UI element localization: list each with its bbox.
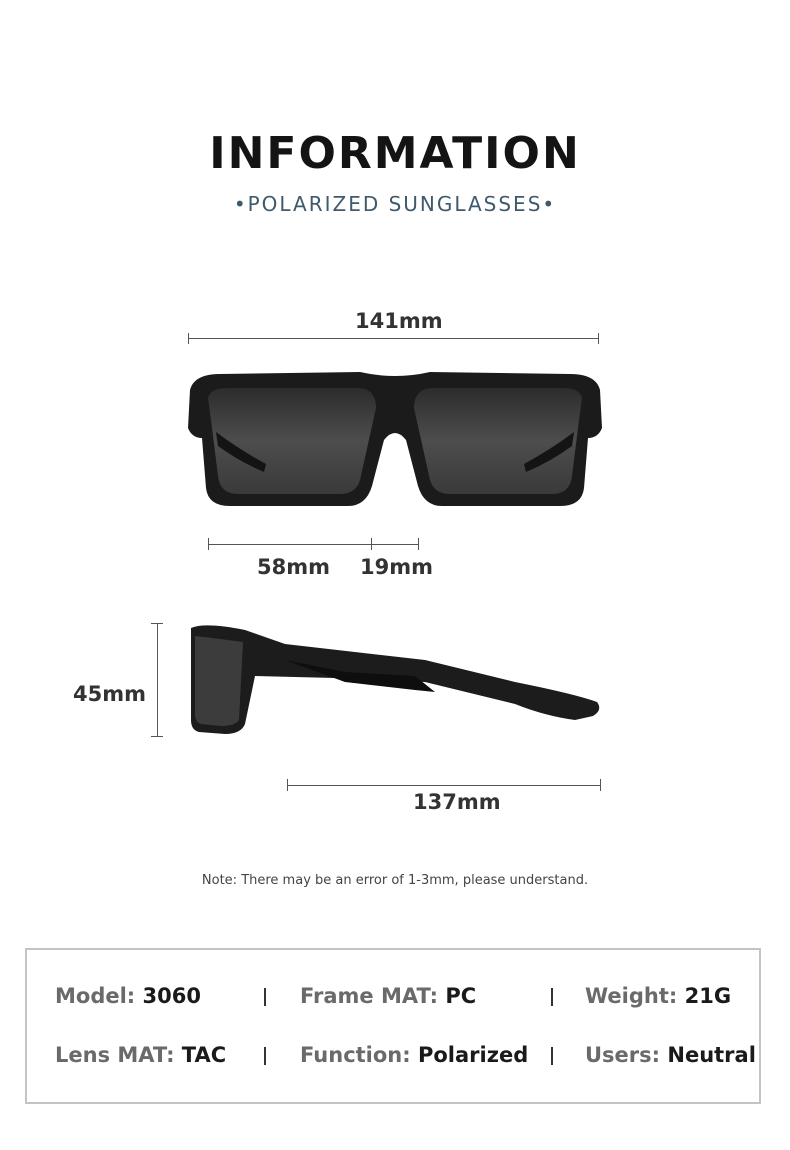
spec-separator <box>551 1047 553 1065</box>
page-subtitle: •POLARIZED SUNGLASSES• <box>233 192 557 216</box>
spec-separator <box>551 988 553 1006</box>
bridge-width-label: 19mm <box>360 555 433 579</box>
temple-length-tick-right <box>600 779 601 791</box>
lens-bridge-line <box>208 544 419 545</box>
spec-frame-label: Frame MAT: <box>300 984 439 1008</box>
temple-length-label: 137mm <box>413 790 501 814</box>
lens-bridge-tick-mid <box>371 538 372 550</box>
spec-lens-value: TAC <box>181 1043 227 1067</box>
spec-frame-mat <box>300 984 476 1008</box>
spec-users-label: Users: <box>585 1043 661 1067</box>
spec-weight <box>585 984 731 1008</box>
spec-lens-mat <box>55 1043 226 1067</box>
spec-function-label: Function: <box>300 1043 411 1067</box>
spec-model-label: Model: <box>55 984 136 1008</box>
spec-frame-value: PC <box>445 984 477 1008</box>
sunglasses-front-image <box>180 368 610 513</box>
lens-height-tick-top <box>151 623 163 624</box>
temple-length-tick-left <box>287 779 288 791</box>
lens-height-line <box>157 623 158 736</box>
total-width-line <box>188 338 599 339</box>
lens-height-label: 45mm <box>73 682 146 706</box>
sunglasses-side-image <box>185 620 605 740</box>
lens-width-label: 58mm <box>257 555 330 579</box>
spec-users-value: Neutral <box>667 1043 756 1067</box>
total-width-label: 141mm <box>355 309 443 333</box>
spec-model-value: 3060 <box>142 984 201 1008</box>
total-width-tick-left <box>188 333 189 344</box>
spec-users <box>585 1043 756 1067</box>
lens-height-tick-bottom <box>151 736 163 737</box>
spec-weight-label: Weight: <box>585 984 678 1008</box>
bridge-width-tick-right <box>418 538 419 550</box>
spec-weight-value: 21G <box>684 984 732 1008</box>
lens-width-tick-left <box>208 538 209 550</box>
spec-function <box>300 1043 528 1067</box>
spec-function-value: Polarized <box>417 1043 529 1067</box>
spec-lens-label: Lens MAT: <box>55 1043 175 1067</box>
spec-separator <box>264 1047 266 1065</box>
spec-separator <box>264 988 266 1006</box>
specs-box <box>25 948 761 1104</box>
total-width-tick-right <box>598 333 599 344</box>
temple-length-line <box>287 785 601 786</box>
page-title: INFORMATION <box>209 128 581 179</box>
spec-model <box>55 984 201 1008</box>
measurement-note: Note: There may be an error of 1-3mm, please understand. <box>201 873 589 888</box>
